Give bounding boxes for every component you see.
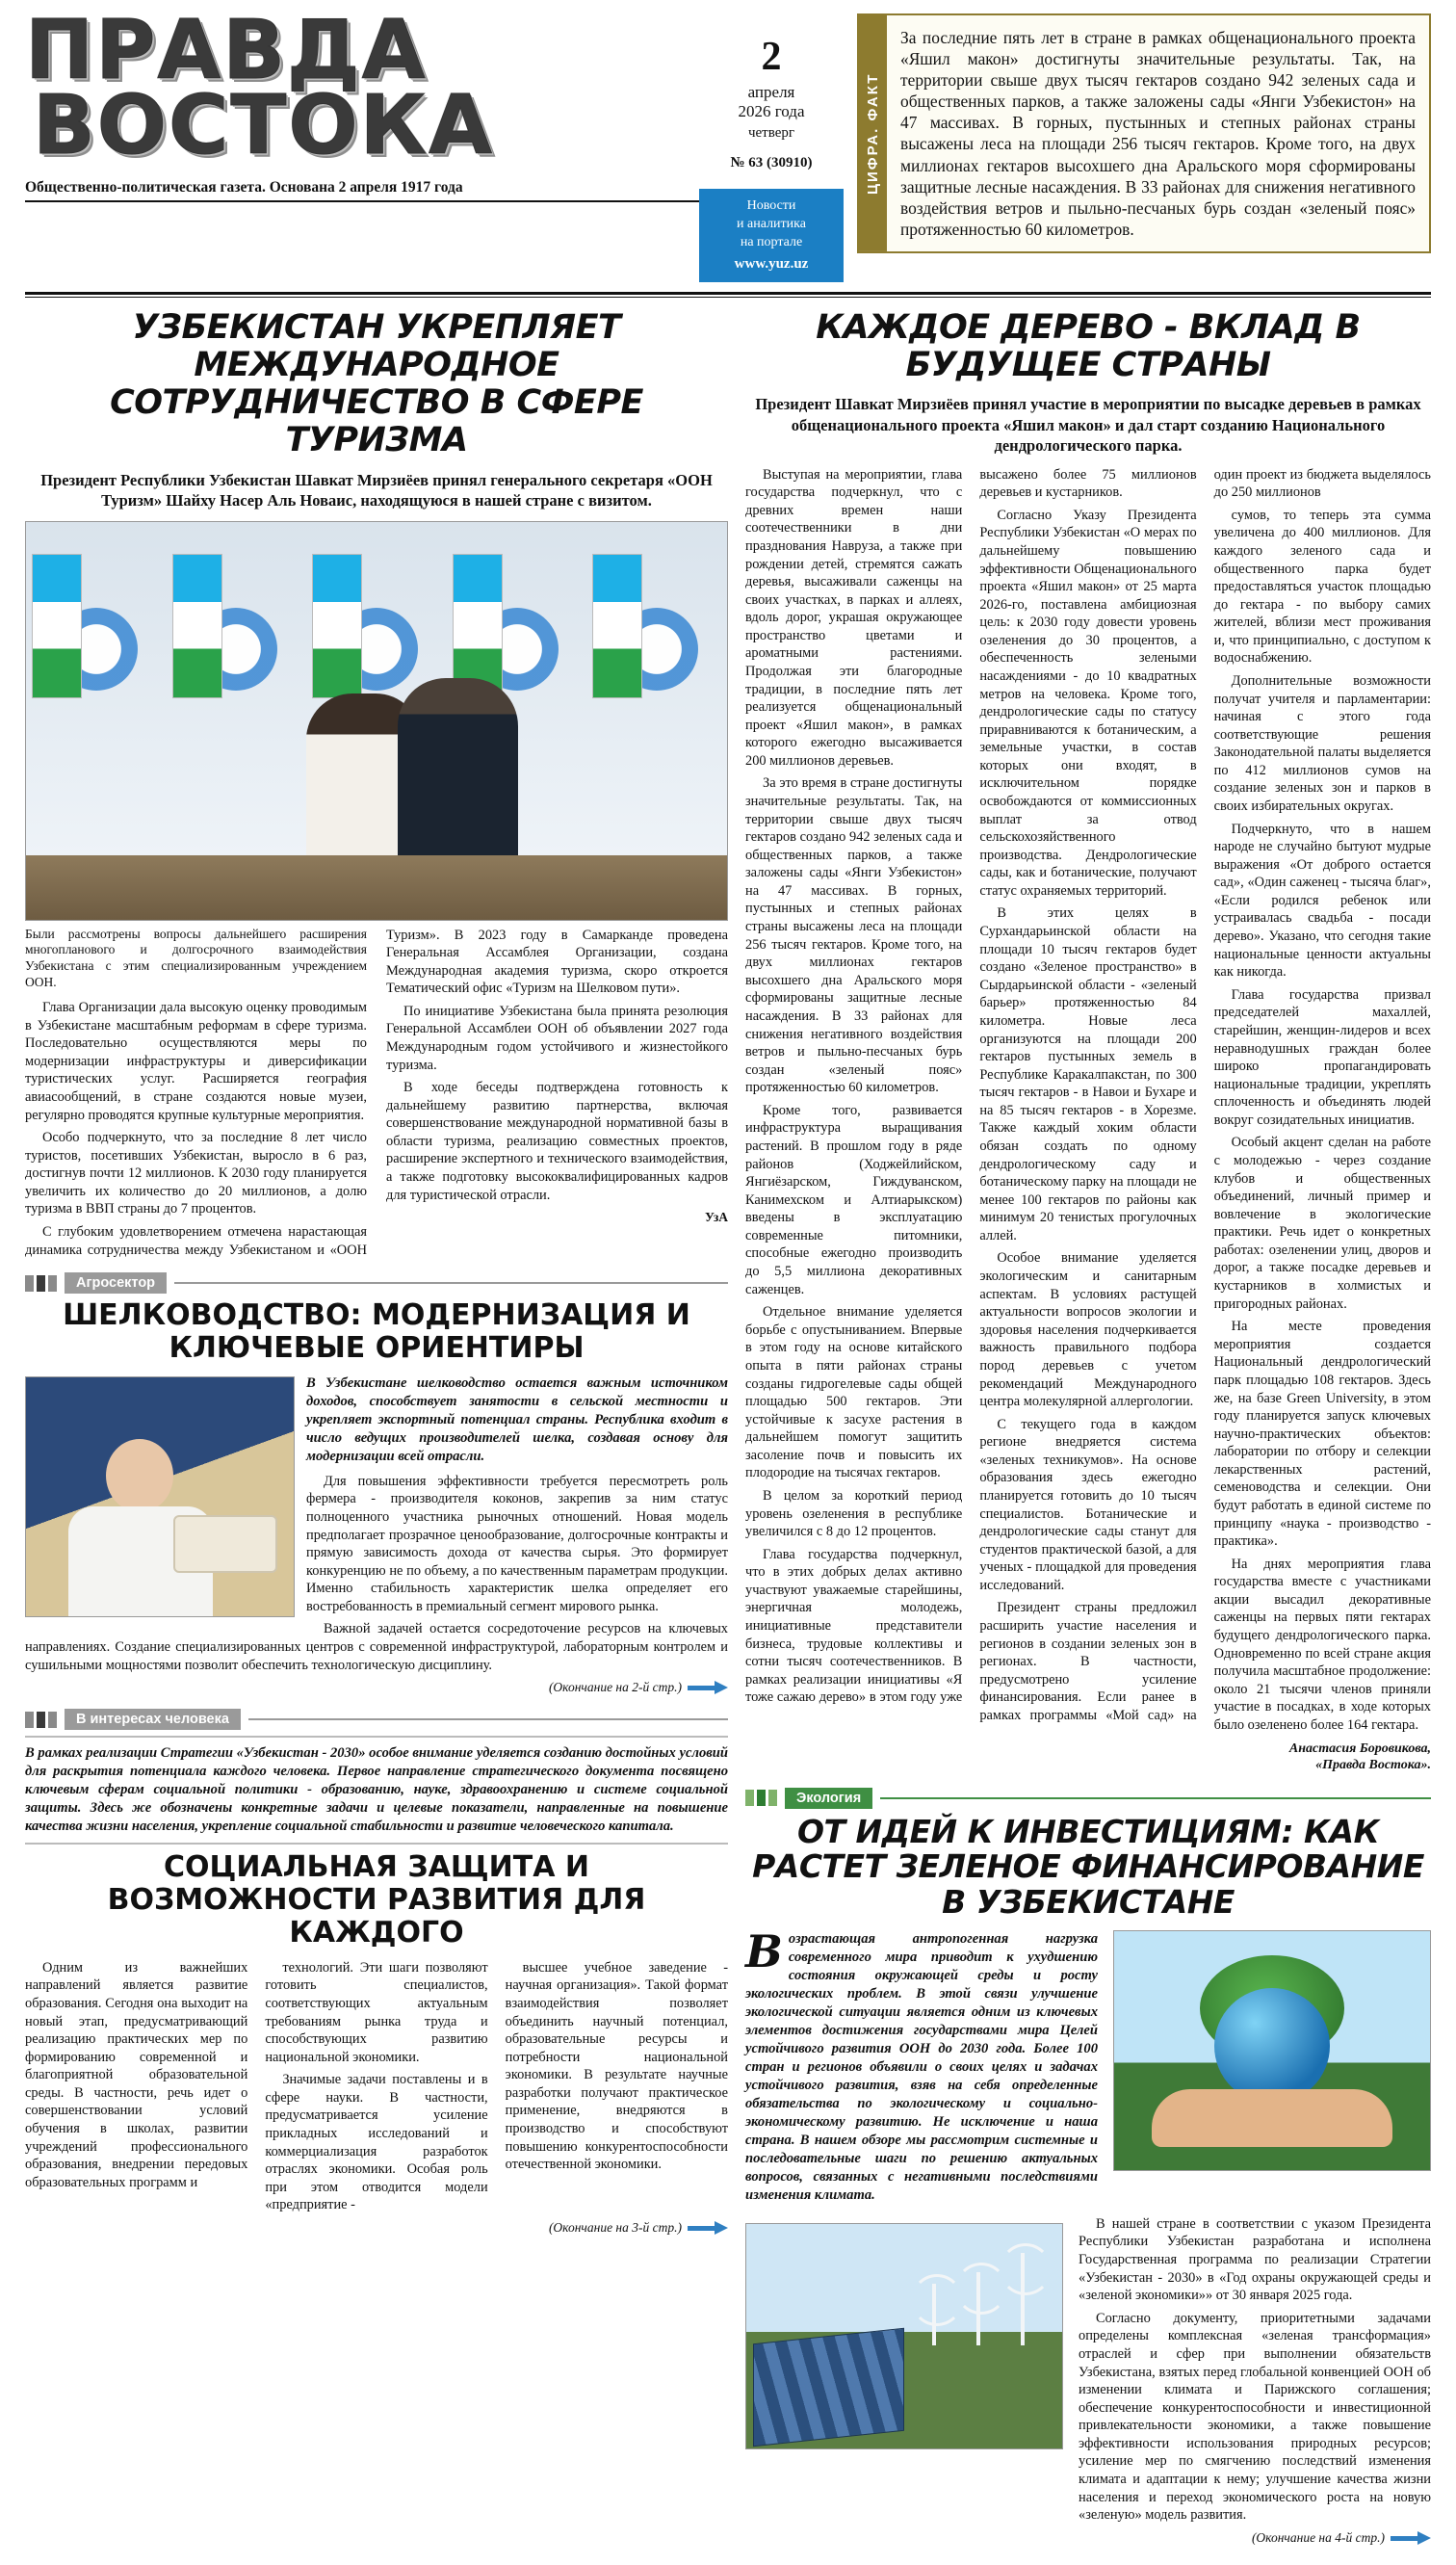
masthead — [25, 3, 1431, 282]
trees-p16: Особый акцент сделан на работе с молодежью - через создание клубов и общественных объединений, личный пример и вовлечение в экологические практики. Речь идет о конкретных работах: озеленении улиц, дворов и дорог, а также посадке деревьев и кустарников в холмистых и пригородных районах. — [1213, 1135, 1431, 1312]
trees-p17: На месте проведения мероприятия создается Национальный дендрологический парк площадью 108 гектаров. Здесь же, на базе Green University, в этом году планируется запуск ключевых научно-практических объектов: лаборатории по отбору и селекции лекарственных растений, семеноводства и селекции. Они будут работать в единой системе по принципу «наука - производство - практика». — [1213, 1319, 1431, 1550]
portal-promo[interactable] — [699, 189, 844, 282]
masthead-divider — [25, 200, 699, 202]
social-p1: Одним из важнейших направлений является развитие образования. Сегодня она выходит на новый этап, предусматривающий реализацию практических мер по формированию современной и благоприятной образовательной среды. В частности, речь идет о совершенствовании условий обучения в школах, развитии учреждений профессионального образования, внедрении передовых образовательных программ и — [25, 1959, 248, 2190]
issue-number: № 63 (30910) — [730, 155, 813, 170]
trees-p18: На днях мероприятия глава государства вместе с участниками акции высадил декоративные саженцы на первых пяти гектарах будущего дендрологического парка. Одновременно по всей стране акция получила масштабное продолжение: около 21 тысячи членов приняли участие в посадках, в ходе которых было озеленено более 164 гектара. — [1213, 1556, 1431, 1733]
paper-title-line1: ПРАВДА — [25, 3, 428, 98]
page-content — [25, 309, 1431, 2546]
trees-p13: Дополнительные возможности получат учителя и парламентарии: начиная с этого года соответствующие решения Законодательной палаты выделяется по 412 миллионов сумов на создание зеленых зон и парков в своих избирательных округах. — [1213, 672, 1431, 815]
trees-signature — [745, 1741, 1431, 1774]
rubric-rule — [880, 1797, 1431, 1799]
trees-p5: В целом за короткий период уровень озеленения в республике увеличился с 8 до 12 процентов. — [745, 1487, 963, 1540]
tourism-body — [25, 927, 728, 1260]
silk-continuation-text: (Окончание на 2-й стр.) — [548, 1680, 682, 1695]
silk-headline: ШЕЛКОВОДСТВО: МОДЕРНИЗАЦИЯ И КЛЮЧЕВЫЕ ОРИЕНТИРЫ — [63, 1298, 690, 1366]
green-bottom-block — [745, 2215, 1431, 2546]
trees-p2: За это время в стране достигнуты значительные результаты. Так, на территории свыше двух тысяч гектаров создано 942 зеленых сада и общественных парков, а также заложены сады «Янги Узбекистон» на 47 массивах. В горных, пустынных и степных районах страны высажены леса на площади 256 тысяч гектаров. Кроме того, на двух миллионах гектаров высохшего дна Аральского моря сформированы защитные лесные насаждения. В 33 районах для снижения негативного воздействия ветров и пыльно-песчаных бурь создан «зеленый пояс» протяженностью 60 километров. — [745, 775, 963, 1096]
trees-source: «Правда Востока». — [1315, 1758, 1431, 1772]
rubric-ecology — [745, 1788, 1431, 1809]
rubric-human-label: В интересах человека — [65, 1709, 241, 1730]
social-p4: высшее учебное заведение - научная организация». Такой формат взаимодействия позволяет объединить научный потенциал, образовательные ресурсы и потребности национальной экономики. В результате научные разработки получают практическое применение, внедряются в производство и способствуют повышению конкурентоспособности отечественной экономики. — [505, 1959, 728, 2173]
trees-p7: Согласно Указу Президента Республики Узбекистан «О мерах по дальнейшему повышению эффективности Общенационального проекта «Яшил макон» от 25 марта 2026-го, поставлена амбициозная цель: к 2030 году довести уровень озеленения до 30 процентов, а обеспеченность зелеными насаждениями - до 10 квадратных метров на человека. Кроме того, дендрологические сады по статусу приравниваются к ботаническим, а земельные участки, в состав которых они входят, в исключительном порядке освобождаются от коммиссионных выплат за отвод сельскохозяйственного производства. Дендрологические сады, как и ботанические, получают статус охраняемых территорий. — [979, 507, 1197, 899]
green-p1: В нашей стране в соответствии с указом Президента Республики Узбекистан разработана и исполнена Государственная программа по реализации Стратегии «Узбекистан - 2030» в «Год охраны окружающей среды и «зеленой экономики»» от 30 января 2025 года. — [1079, 2215, 1431, 2304]
rubric-rule — [248, 1718, 728, 1720]
trees-p14: Подчеркнуто, что в нашем народе не случайно бытуют мудрые выражения «От доброго остается сад», «Один саженец - тысяча благ», «Если родился ребенок или устраивалась свадьба - посади дерево». Указано, что сегодня такие национальные ценности актуальны как никогда. — [1213, 821, 1431, 981]
trees-p12: сумов, то теперь эта сумма увеличена до 400 миллионов. Для каждого зеленого сада и общественного парка будет предоставляться участок площадью до гектара - по выбору самих жителей, вблизи мест проживания и, что принципиально, с доступом к водоснабжению. — [1213, 507, 1431, 667]
issue-day: 2 — [761, 35, 782, 79]
trees-p11: Президент страны предложил расширить участие населения и регионов в создании зеленых зон в регионах. В частности, предусмотрено усиление финансирования. Если ранее в рамках программы «Мой сад» на один проект из бюджета выделялось до 250 миллионов — [979, 466, 1431, 1723]
rubric-agro-label: Агросектор — [65, 1272, 167, 1294]
silk-p2: Важной задачей остается сосредоточение ресурсов на ключевых направлениях. Создание специализированных центров с современной инфраструктурой, лабораторным контролем и сушильными мощностями позволит обеспечить технологическую дисциплину. — [25, 1621, 728, 1673]
trees-p4: Отдельное внимание уделяется борьбе с опустыниванием. Впервые в этом году на основе китайского опыта в пяти районах страны созданы гидрогелевые сады общей площадью 500 гектаров. Эти устойчивые к засухе растения в дальнейшем помогут защитить засоление почв и повысить их плодородие на тысячах гектаров. — [745, 1304, 963, 1481]
social-continuation — [25, 2220, 728, 2236]
photo-caption: Были рассмотрены вопросы дальнейшего расширения многопланового и долгосрочного взаимодействия Узбекистана с этим специализированным учреждением ООН. — [25, 926, 367, 990]
masthead-rule-thin — [25, 297, 1431, 298]
arrow-right-icon — [688, 2221, 728, 2235]
social-p3: Значимые задачи поставлены и в сфере науки. В частности, предусматривается усиление прикладных исследований и коммерциализация разработок отраслях экономики. Особая роль при этом отводится модели «предприятие - — [265, 2072, 488, 2213]
trees-headline: КАЖДОЕ ДЕРЕВО - ВКЛАД В БУДУЩЕЕ СТРАНЫ — [816, 307, 1361, 385]
tourism-p5: В ходе беседы подтверждена готовность к дальнейшему развитию партнерства, включая совершенствование международной нормативной базы в области туризма, реализацию совместных проектов, расширение экспертного и технического взаимодействия, а также подготовку высококвалифицированных кадров для туристической отрасли. — [386, 1080, 728, 1203]
rubric-rule — [174, 1282, 728, 1284]
issue-info — [699, 13, 844, 282]
trees-p8: В этих целях в Сурхандарьинской области на площади 10 тысяч гектаров будет создано «Зеленое пространство» в Сырдарьинской области - «зеленый барьер» протяженностью 84 километра. Новые леса организуются на площади 200 гектаров пустынных земель в Республике Каракалпакстан, по 300 тысяч гектаров - в Навои и Бухаре и на 85 тысяч гектаров - в Хорезме. Также каждый хоким области обязан создать по одному дендрологическому саду и ботаническому парку на площади не менее 100 гектаров по районы как минимум 20 тенистых прогулочных аллей. — [979, 905, 1197, 1243]
masthead-logo — [25, 3, 699, 202]
portal-url[interactable]: www.yuz.uz — [734, 255, 809, 272]
silk-continuation — [25, 1680, 728, 1695]
paper-subtitle: Общественно-политическая газета. Основана 2 апреля 1917 года — [25, 179, 463, 196]
left-column — [25, 309, 728, 2546]
tourism-lead: Президент Республики Узбекистан Шавкат Мирзиёев принял генерального секретаря «ООН Туризм» Шайху Насер Аль Новаис, находящуюся в нашей стране с визитом. — [40, 470, 713, 510]
rubric-bars-icon — [745, 1790, 777, 1806]
photo-president-meeting — [25, 521, 728, 921]
green-continuation-text: (Окончание на 4-й стр.) — [1251, 2529, 1385, 2545]
trees-p1: Выступая на мероприятии, глава государства подчеркнул, что с древних времен наши соотечественники в дни празднования Навруза, а также при рождении детей, стремятся сажать деревья, высаживали саженцы на своих участках, в парках и аллеях, вдоль дорог, украшая окружающее пространство цветами и ароматными растениями. Продолжая эти благородные традиции, в последние пять лет реализуется общенациональный проект «Яшил макон», в рамках которого ежегодно высаживается 200 миллионов деревьев. — [745, 466, 963, 769]
tourism-p3: С глубоким удовлетворением отмечена нарастающая динамика сотрудничества между Узбекистаном и «ООН Туризм». В 2023 году в Самарканде проведена Генеральная Ассамблея Организации, создана Международная академия туризма, скоро откроется Тематический офис «Туризм на Шелковом пути». — [25, 927, 728, 1258]
photo-floor — [26, 855, 727, 919]
green-side-text — [1079, 2215, 1431, 2546]
arrow-right-icon — [688, 1681, 728, 1694]
tourism-p4: По инициативе Узбекистана была принята резолюция Генеральной Ассамблеи ООН об объявлении 2027 года Международным годом устойчивого и жизнестойкого туризма. — [386, 1003, 728, 1073]
social-intro: В рамках реализации Стратегии «Узбекистан - 2030» особое внимание уделяется созданию достойных условий для раскрытия потенциала каждого человека. Первое направление стратегического документа посвящено ключевым сферам социальной политики - образованию, науке, здравоохранению и системе социальной защиты. Здесь же обозначены конкретные задачи и целевые показатели, направленные на повышение качества жизни населения, укрепление социальной стабильности и развитие человеческого капитала. — [25, 1736, 728, 1845]
paper-title-line2: ВОСТОКА — [33, 78, 494, 174]
tourism-p1: Глава Организации дала высокую оценку проводимым в Узбекистане масштабным реформам в сфере туризма. Последовательно осуществляются меры по модернизации инфраструктуры и диверсификации туристических услуг. Расширяется география авиасообщений, в стране создаются новые музеи, регулярно проводятся крупные культурные мероприятия. — [25, 1000, 367, 1123]
silk-intro: В Узбекистане шелководство остается важным источником доходов, способствует занятости в сельской местности и укрепляет экспортный потенциал страны. Республика входит в число ведущих производителей шелка, создавая основу для модернизации всей отрасли. — [306, 1374, 728, 1464]
photo-silk-worker — [25, 1376, 295, 1617]
tourism-signature: УзА — [705, 1210, 728, 1225]
portal-line-3: на портале — [740, 234, 803, 249]
trees-p9: Особое внимание уделяется экологическим и санитарным аспектам. В условиях растущей актуальности вопросов экологии и здоровья населения подчеркивается важность правильного подбора пород деревьев с учетом рекомендаций Международного центра молекулярной аллергологии. — [979, 1250, 1197, 1410]
green-intro: Возрастающая антропогенная нагрузка современного мира приводит к ухудшению состояния окружающей среды и росту экологических проблем. В этой связи улучшение экологической ситуации является одним из ключевых элементов достижения государствами мира Целей устойчивого развития ООН до 2030 года. Более 100 стран и регионов объявили о своих целях и задачах устойчивого развития, взяв на себя определенные обязательства по экологическому и социально-экономическому развитию. Не исключение и наша страна. В нашем обзоре мы рассмотрим системные и последовательные шаги по решению актуальных вопросов, связанных с негативными последствиями изменения климата. — [745, 1925, 1098, 2203]
trees-p3: Кроме того, развивается инфраструктура выращивания растений. В прошлом году в ряде районов (Ходжейлийском, Янгиёзарском, Гиждуванском, Канимехском и Алтиарыкском) введены в эксплуатацию современные питомники, способные ежегодно производить до 5,5 миллиона декоративных саженцев. — [745, 1102, 963, 1297]
trees-lead: Президент Шавкат Мирзиёев принял участие в мероприятии по высадке деревьев в рамках общенационального проекта «Яшил макон» и дал старт созданию Национального дендрологического парка. — [755, 395, 1421, 456]
social-body — [25, 1959, 728, 2214]
silk-p1: Для повышения эффективности требуется пересмотреть роль фермера - производителя коконов, закрепив за ним статус полноценного участника рыночных отношений. Новая модель предполагает прозрачное ценообразование, долгосрочные контракты и прямую зависимость дохода от качества сырья. Это формирует конкуренцию не по объему, а по качественным параметрам продукции. Именно стабильность характеристик шелка определяет его востребованность в премиальный сегмент мирового рынка. — [306, 1473, 728, 1614]
green-p2: Согласно документу, приоритетными задачами определены комплексная «зеленая трансформация» отраслей и сфер при выполнении обязательств Узбекистана, взятых перед глобальной конвенцией ООН об изменении климата и Парижского соглашения; обеспечение конкурентоспособности и инвестиционной привлекательности экономики, а также повышение эффективности использования природных ресурсов; усиление мер по смягчению последствий изменения климата и адаптации к нему; улучшение качества жизни населения и переход экономического роста на новую «зеленую» модель развития. — [1079, 2310, 1431, 2524]
issue-weekday: четверг — [747, 125, 795, 141]
green-headline: ОТ ИДЕЙ К ИНВЕСТИЦИЯМ: КАК РАСТЕТ ЗЕЛЕНОЕ ФИНАНСИРОВАНИЕ В УЗБЕКИСТАНЕ — [752, 1812, 1424, 1922]
rubric-bars-icon — [25, 1712, 57, 1728]
tourism-headline: УЗБЕКИСТАН УКРЕПЛЯЕТ МЕЖДУНАРОДНОЕ СОТРУДНИЧЕСТВО В СФЕРЕ ТУРИЗМА — [110, 307, 643, 460]
rubric-human — [25, 1709, 728, 1730]
green-continuation — [1079, 2530, 1431, 2546]
trees-body — [745, 466, 1431, 1735]
tourism-p2: Особо подчеркнуто, что за последние 8 лет число туристов, посетивших Узбекистан, выросло в 6 раз, достигнув почти 12 миллионов. К 2030 году планируется увеличить их количество до 20 миллионов, а долю туризма в ВВП страны до 7 процентов. — [25, 1130, 367, 1217]
fact-box — [857, 13, 1431, 253]
issue-month: апреля — [747, 83, 795, 101]
trees-p15: Глава государства призвал председателей махаллей, старейшин, женщин-лидеров и всех неравнодушных граждан более широко пропагандировать национальные традиции, укреплять сплоченность и объединять людей вокруг созидательных инициатив. — [1213, 986, 1431, 1128]
trees-author: Анастасия Боровикова, — [1288, 1741, 1431, 1756]
masthead-rule-thick — [25, 292, 1431, 295]
fact-box-text: За последние пять лет в стране в рамках общенационального проекта «Яшил макон» достигнуты значительные результаты. Так, на территории свыше двух тысяч гектаров создано 942 зеленых сада и общественных парков, а также заложены сады «Янги Узбекистон» на 47 массивах. В горных, пустынных и степных районах страны высажены леса на площади 256 тысяч гектаров. Кроме того, на двух миллионах гектаров высохшего дна Аральского моря сформированы защитные лесные насаждения. В 33 районах для снижения негативного воздействия ветров и пыльно-песчаных бурь создан «зеленый пояс» протяженностью 60 километров. — [900, 28, 1416, 239]
fact-box-label: ЦИФРА. ФАКТ — [859, 15, 887, 251]
social-headline: СОЦИАЛЬНАЯ ЗАЩИТА И ВОЗМОЖНОСТИ РАЗВИТИЯ ДЛЯ КАЖДОГО — [107, 1850, 646, 1950]
silk-body — [25, 1374, 728, 1695]
rubric-bars-icon — [25, 1275, 57, 1292]
rubric-ecology-label: Экология — [785, 1788, 872, 1809]
social-p2: технологий. Эти шаги позволяют готовить специалистов, соответствующих актуальным требованиям рынка труда и способствующих развитию национальной экономики. — [265, 1959, 488, 2065]
portal-line-2: и аналитика — [737, 216, 806, 231]
green-top-block — [745, 1925, 1431, 2212]
issue-year: 2026 года — [738, 102, 805, 120]
photo-solar-wind — [745, 2223, 1063, 2449]
portal-line-1: Новости — [746, 198, 796, 213]
trees-p10: С текущего года в каждом регионе внедряется система «зеленых техникумов». На основе образования здесь ежегодно планируется готовить до 10 тысяч специалистов. Ботанические и дендрологические сады станут для студентов практической базой, а для ученых - площадкой для проведения исследований. — [979, 1416, 1197, 1593]
rubric-agro — [25, 1272, 728, 1294]
photo-tree-globe-hands — [1113, 1930, 1431, 2171]
trees-p6: Глава государства подчеркнул, что в этих добрых делах активно участвуют уважаемые старейшины, энергичная молодежь, инициативные представители бизнеса, трудовые коллективы и сотни тысяч соотечественников. В рамках реализации инициативы «Я тоже сажаю дерево» в этом году уже высажено более 75 миллионов деревьев и кустарников. — [745, 466, 1197, 1706]
arrow-right-icon — [1391, 2531, 1431, 2545]
right-column — [745, 309, 1431, 2546]
social-continuation-text: (Окончание на 3-й стр.) — [548, 2219, 682, 2235]
